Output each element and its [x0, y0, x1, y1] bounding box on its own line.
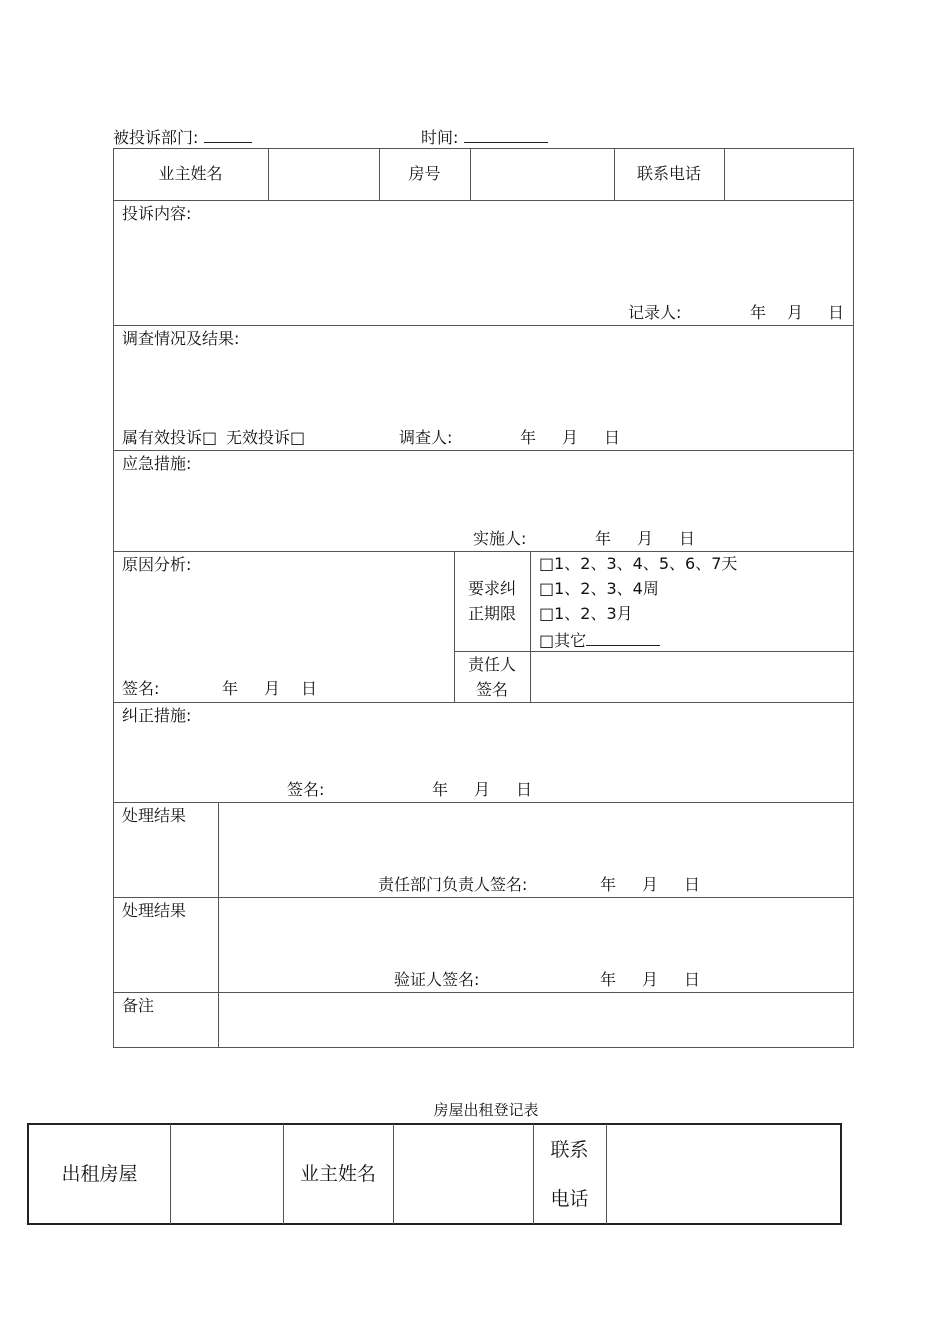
correction-sign-label: 签名: [287, 780, 325, 799]
emergency-date-year: 年 [595, 529, 612, 548]
invalid-complaint-checkbox[interactable]: 无效投诉□ [226, 428, 306, 447]
time-blank[interactable] [464, 128, 548, 143]
dept-label-row [113, 128, 252, 146]
rental-form-title: 房屋出租登记表 [433, 1101, 539, 1119]
result1-date-day: 日 [684, 875, 701, 894]
correction-date-day: 日 [516, 780, 533, 799]
rental-house-field[interactable] [172, 1126, 282, 1222]
complaint-date-month: 月 [787, 303, 804, 322]
complaint-content-label: 投诉内容: [122, 204, 192, 223]
investigation-date-year: 年 [520, 428, 537, 447]
responsible-label-line2: 签名 [475, 680, 508, 699]
result2-date-day: 日 [684, 970, 701, 989]
investigation-label: 调查情况及结果: [122, 329, 240, 348]
complaint-date-year: 年 [750, 303, 767, 322]
phone-label: 联系电话 [636, 164, 701, 183]
result1-sign-label: 责任部门负责人签名: [378, 875, 528, 894]
result1-date-year: 年 [600, 875, 617, 894]
investigation-date-day: 日 [604, 428, 621, 447]
correction-date-month: 月 [474, 780, 491, 799]
dept-label: 被投诉部门: [113, 128, 199, 147]
correction-label: 纠正措施: [122, 706, 192, 725]
phone-field[interactable] [726, 150, 852, 199]
dept-blank[interactable] [204, 128, 252, 143]
cause-date-month: 月 [264, 679, 281, 698]
deadline-label-line2: 正期限 [467, 604, 516, 623]
rental-owner-name-field[interactable] [395, 1126, 532, 1222]
deadline-option-weeks[interactable]: □1、2、3、4周 [539, 579, 659, 598]
deadline-option-months[interactable]: □1、2、3月 [539, 604, 633, 623]
room-no-field[interactable] [472, 150, 613, 199]
emergency-date-day: 日 [679, 529, 696, 548]
emergency-label: 应急措施: [122, 454, 192, 473]
time-label-row [421, 128, 548, 146]
remark-label: 备注 [122, 996, 155, 1015]
time-label: 时间: [421, 128, 459, 147]
result2-date-month: 月 [642, 970, 659, 989]
rental-owner-name-label: 业主姓名 [299, 1163, 376, 1185]
rental-contact-field[interactable] [608, 1126, 839, 1222]
valid-complaint-checkbox[interactable]: 属有效投诉□ [122, 428, 218, 447]
investigator-label: 调查人: [399, 428, 453, 447]
cause-date-year: 年 [222, 679, 239, 698]
owner-name-label: 业主姓名 [158, 164, 223, 183]
emergency-date-month: 月 [637, 529, 654, 548]
deadline-label-line1: 要求纠 [467, 579, 516, 598]
investigation-date-month: 月 [562, 428, 579, 447]
room-no-label: 房号 [408, 164, 441, 183]
deadline-option-days[interactable]: □1、2、3、4、5、6、7天 [539, 554, 738, 573]
rental-house-label: 出租房屋 [61, 1163, 138, 1185]
result1-date-month: 月 [642, 875, 659, 894]
result2-date-year: 年 [600, 970, 617, 989]
cause-sign-label: 签名: [122, 679, 160, 698]
result2-sign-label: 验证人签名: [394, 970, 480, 989]
result1-label: 处理结果 [122, 806, 187, 825]
cause-label: 原因分析: [122, 555, 192, 574]
deadline-other-blank[interactable] [586, 631, 660, 646]
correction-date-year: 年 [432, 780, 449, 799]
remark-field[interactable] [220, 994, 852, 1046]
responsible-label-line1: 责任人 [467, 655, 516, 674]
result2-label: 处理结果 [122, 901, 187, 920]
deadline-option-other-row [539, 631, 660, 649]
rental-contact-label-line2: 电话 [550, 1188, 589, 1210]
complaint-date-day: 日 [828, 303, 845, 322]
cause-date-day: 日 [301, 679, 318, 698]
owner-name-field[interactable] [270, 150, 378, 199]
recorder-label: 记录人: [628, 303, 682, 322]
implementer-label: 实施人: [473, 529, 527, 548]
rental-contact-label-line1: 联系 [550, 1139, 589, 1161]
deadline-option-other[interactable]: □其它 [539, 631, 587, 650]
responsible-sign-field[interactable] [532, 653, 852, 701]
